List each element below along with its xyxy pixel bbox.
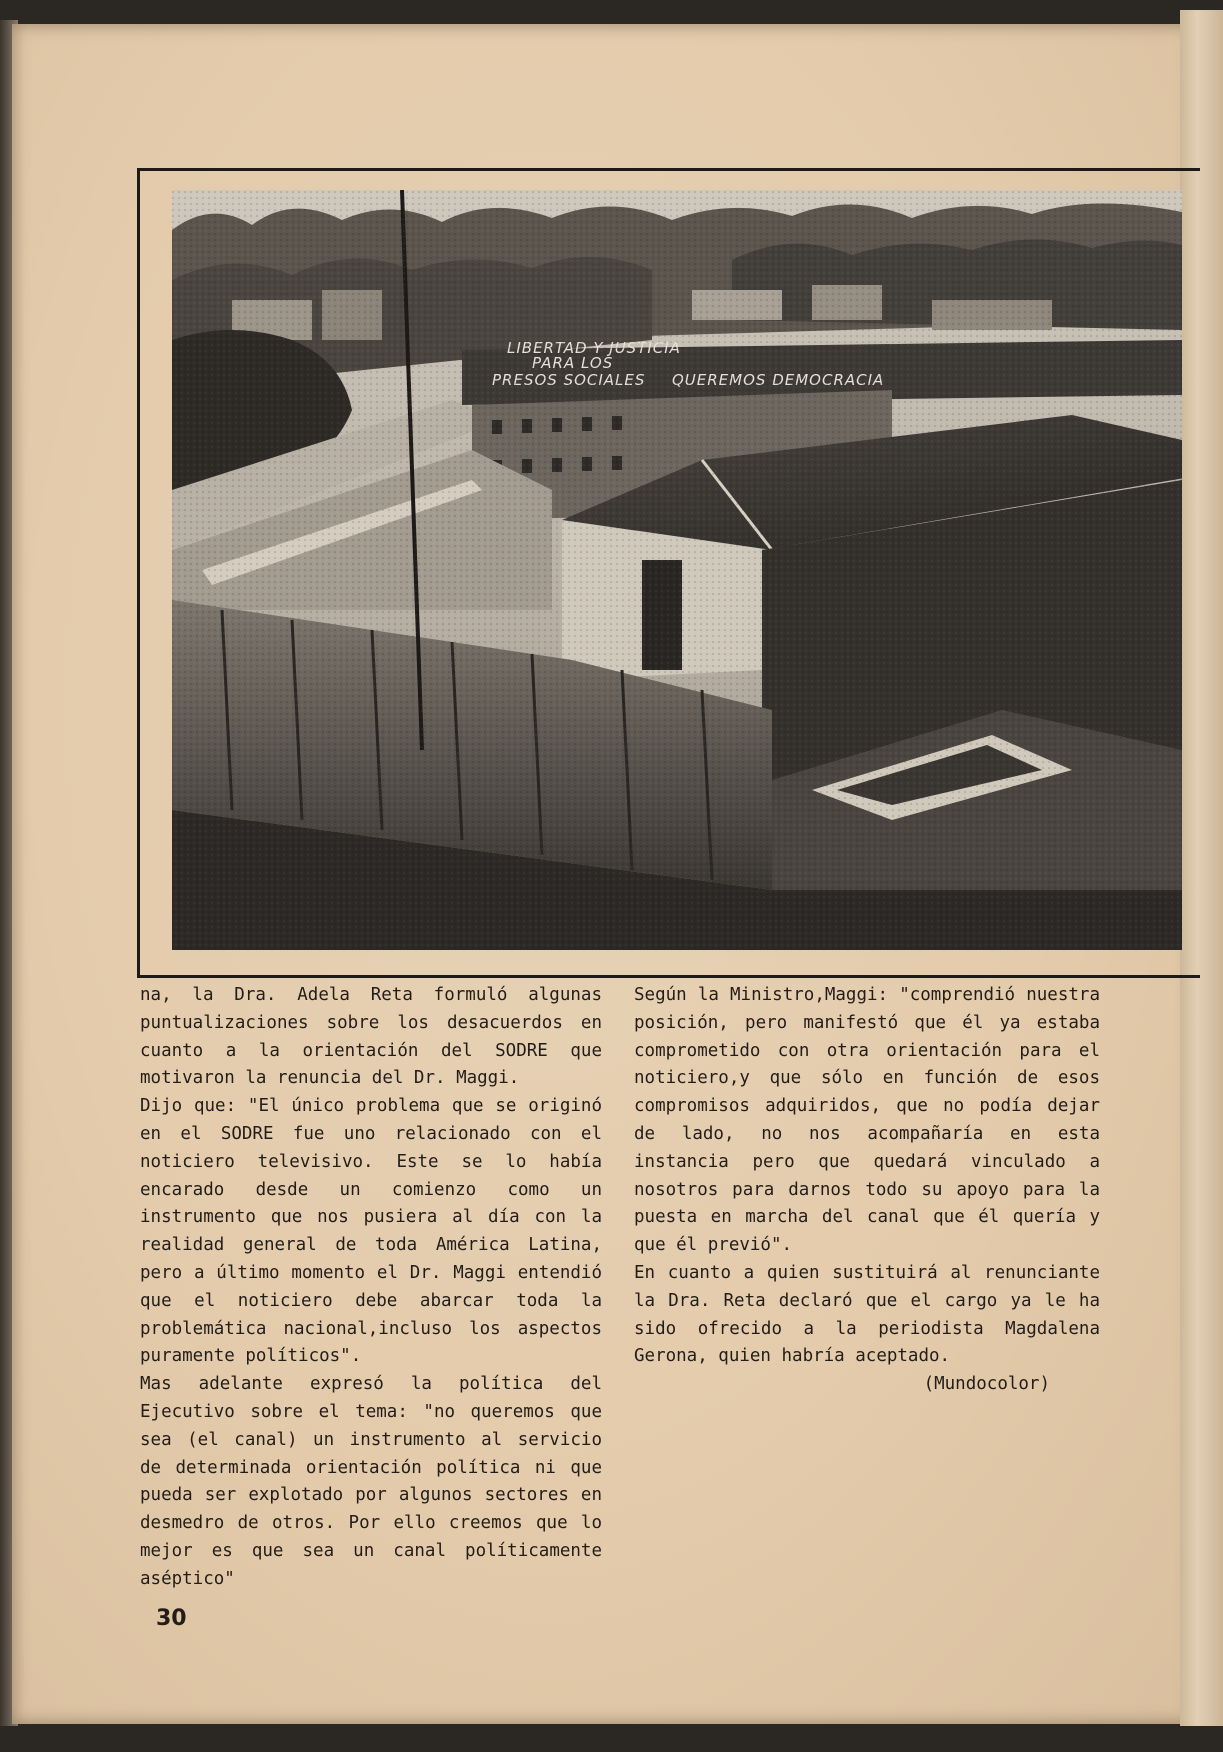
prison-photo: [172, 190, 1182, 950]
paragraph: Según la Ministro,Maggi: "comprendió nuestra posición, pero manifestó que él ya estaba comprometido con otra orientación para el noticiero,y que sólo en función de esos compromisos adquiridos, que no podía dejar de lado, no nos acompañaría en esta instancia pero que quedará vinculado a nosotros para darnos todo su apoyo para la puesta en marcha del canal que él quería y que él previó".: [634, 985, 1100, 1256]
paragraph: Mas adelante expresó la política del Ejecutivo sobre el tema: "no queremos que sea (el canal) un instrumento al servicio de determinada orientación política ni que pueda ser explotado por algunos sectores en desmedro de otros. Por ello creemos que lo mejor es que sea un canal políticamente aséptico": [140, 1374, 602, 1589]
prison-photo-image: [172, 190, 1182, 950]
paragraph: na, la Dra. Adela Reta formuló algunas puntualizaciones sobre los desacuerdos en cuanto a la orientación del SODRE que motivaron la renuncia del Dr. Maggi.: [140, 985, 602, 1089]
paragraph: Dijo que: "El único problema que se originó en el SODRE fue uno relacionado con el noticiero televisivo. Este se lo había encarado desde un comienzo como un instrumento que nos pusiera al día con la realidad general de toda América Latina, pero a último momento el Dr. Maggi entendió que el noticiero debe abarcar toda la problemática nacional,incluso los aspectos puramente políticos".: [140, 1096, 602, 1367]
photo-credit: (Mundocolor): [923, 1374, 1050, 1395]
article-left-column: [140, 982, 602, 1594]
page-number: 30: [156, 1606, 187, 1631]
article-right-column: [634, 982, 1100, 1399]
scan-bottom-edge: [0, 1726, 1223, 1752]
paragraph: En cuanto a quien sustituirá al renunciante la Dra. Reta declaró que el cargo ya le ha sido ofrecido a la periodista Magdalena Gerona, quien habría aceptado.: [634, 1262, 1100, 1367]
